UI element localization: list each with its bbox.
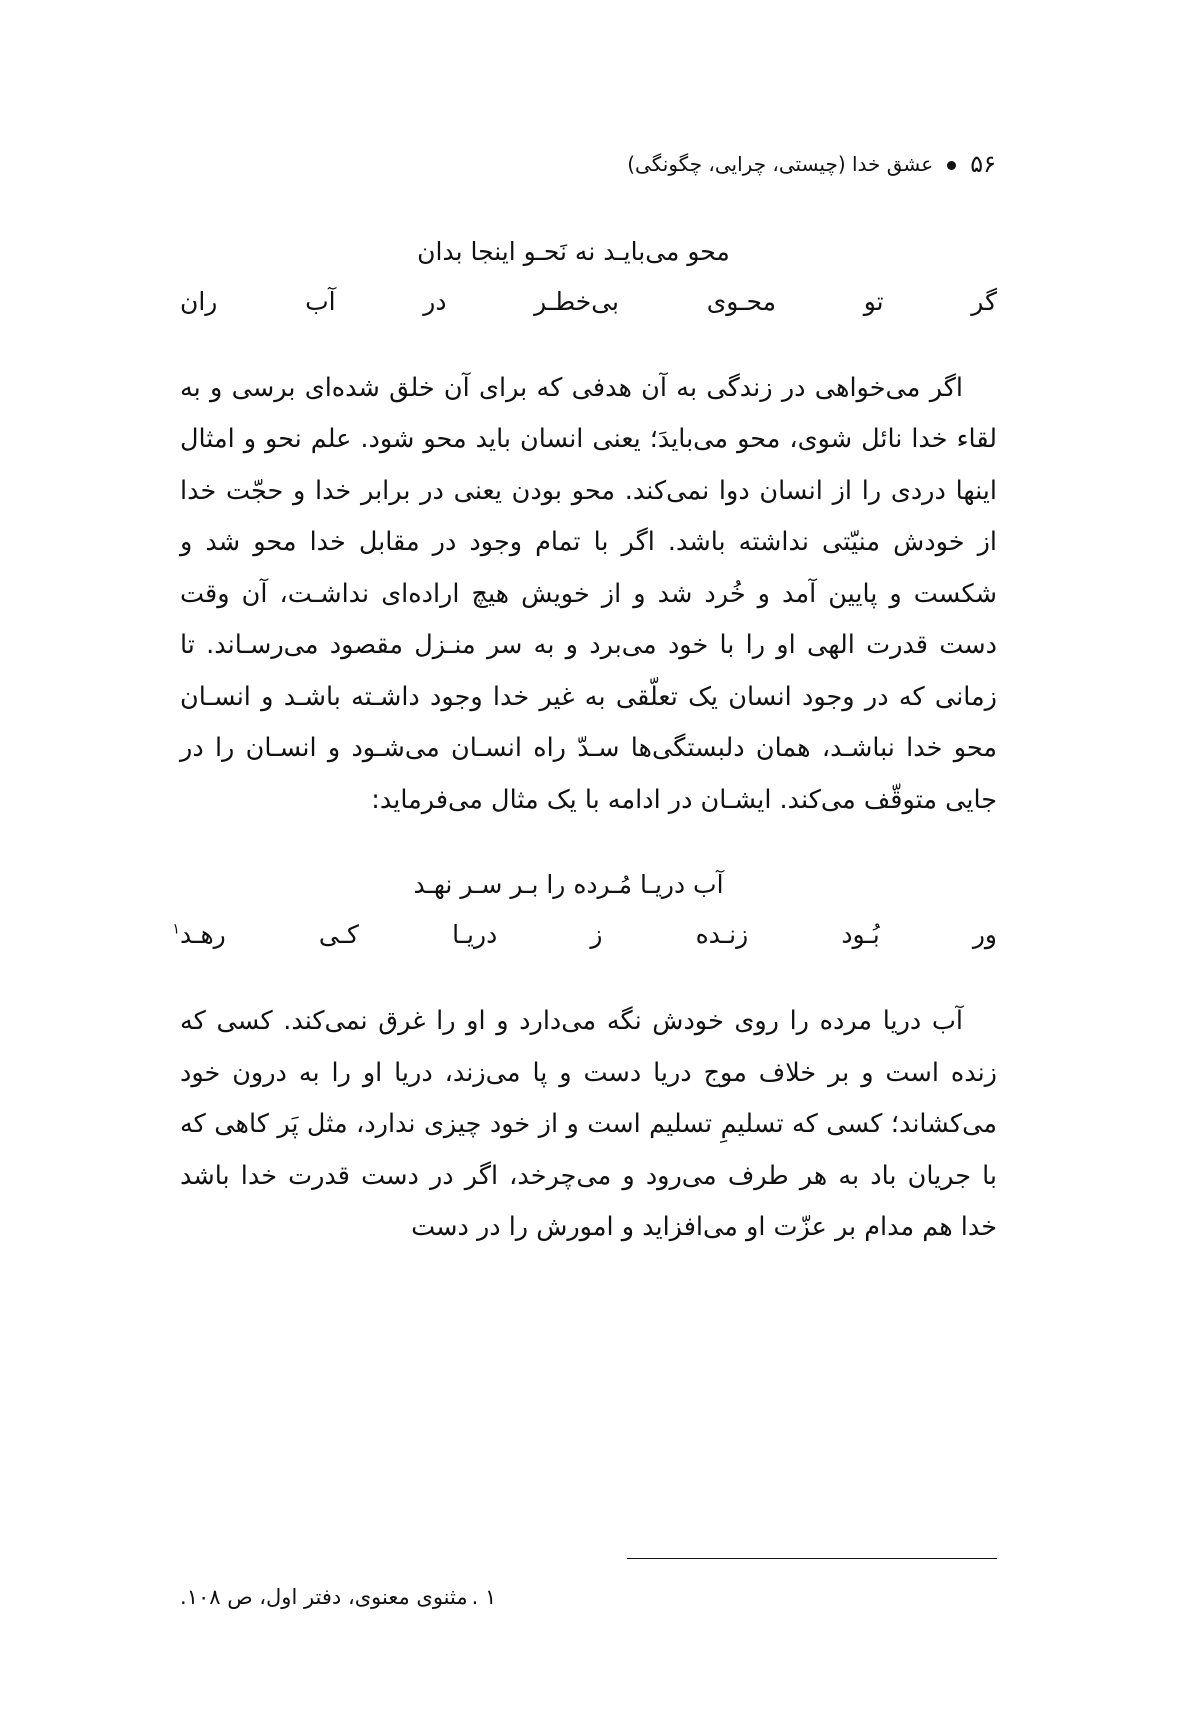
bullet-dot-icon [947, 161, 956, 170]
body-paragraph: اگر می‌خواهی در زندگی به آن هدفی که برای آن خلق شده‌ای برسی و به لقاء خدا نائل شوی، محو می‌بایدَ؛ یعنی انسان باید محو شود. علم نحو و امثال اینها دردی را از انسان دوا نمی‌کند. محو بودن یعنی در برابر خدا و حجّت خدا از خودش منیّتی نداشته باشد. اگر با تمام وجود در مقابل خدا محو شد و شکست و پایین آمد و خُرد شد و از خویش هیچ اراده‌ای نداشـت، آن وقت دست قدرت الهی او را با خود می‌برد و به سر منـزل مقصود می‌رسـاند. تا زمانی که در وجود انسان یک تعلّقی به غیر خدا وجود داشـته باشـد و انسـان محو خدا نباشـد، همان دلبستگی‌ها سـدّ راه انسـان می‌شـود و انسـان را در جایی متوقّف می‌کند. ایشـان در ادامه با یک مثال می‌فرماید: [180, 372, 997, 815]
body-paragraph: آب دریا مرده را روی خودش نگه می‌دارد و او را غرق نمی‌کند. کسی که زنده است و بر خلاف موج دریا دست و پا می‌زند، دریا او را به درون خود می‌کشاند؛ کسی که تسلیمِ تسلیم است و از خود چیزی ندارد، مثل پَر کاهی که با جریان باد به هر طرف می‌رود و می‌چرخد، اگر در دست قدرت خدا باشد خدا هم مدام بر عزّت او می‌افزاید و امورش را در دست [180, 1006, 997, 1243]
footnote-divider [627, 1558, 997, 1560]
verse-line-first: محو می‌بایـد نه نَحـو اینجا بدان [417, 236, 730, 266]
footnote-text: مثنوی معنوی، دفتر اول، ص ۱۰۸. [180, 1585, 468, 1610]
running-title: عشق خدا (چیستی، چرایی، چگونگی) [627, 152, 934, 177]
verse-line-second-text: ور بُـود زنـده ز دریـا کـی رهـد [180, 920, 997, 950]
verse-line-second-text: گر تو محـوی بی‌خطـر در آب ران [180, 286, 997, 316]
verse-line-second [180, 277, 997, 327]
verse-line-second [172, 910, 997, 960]
poem-couplet [180, 227, 997, 327]
poem-couplet [172, 860, 997, 960]
footnote [180, 1581, 997, 1615]
running-head [180, 150, 997, 179]
page-number: ۵۶ [970, 150, 996, 178]
verse-line-first: آب دریـا مُـرده را بـر سـر نهـد [413, 870, 724, 900]
footnote-area [180, 1558, 997, 1615]
footnote-number: ۱ . [471, 1585, 497, 1610]
footnote-marker: ۱ [172, 921, 180, 938]
